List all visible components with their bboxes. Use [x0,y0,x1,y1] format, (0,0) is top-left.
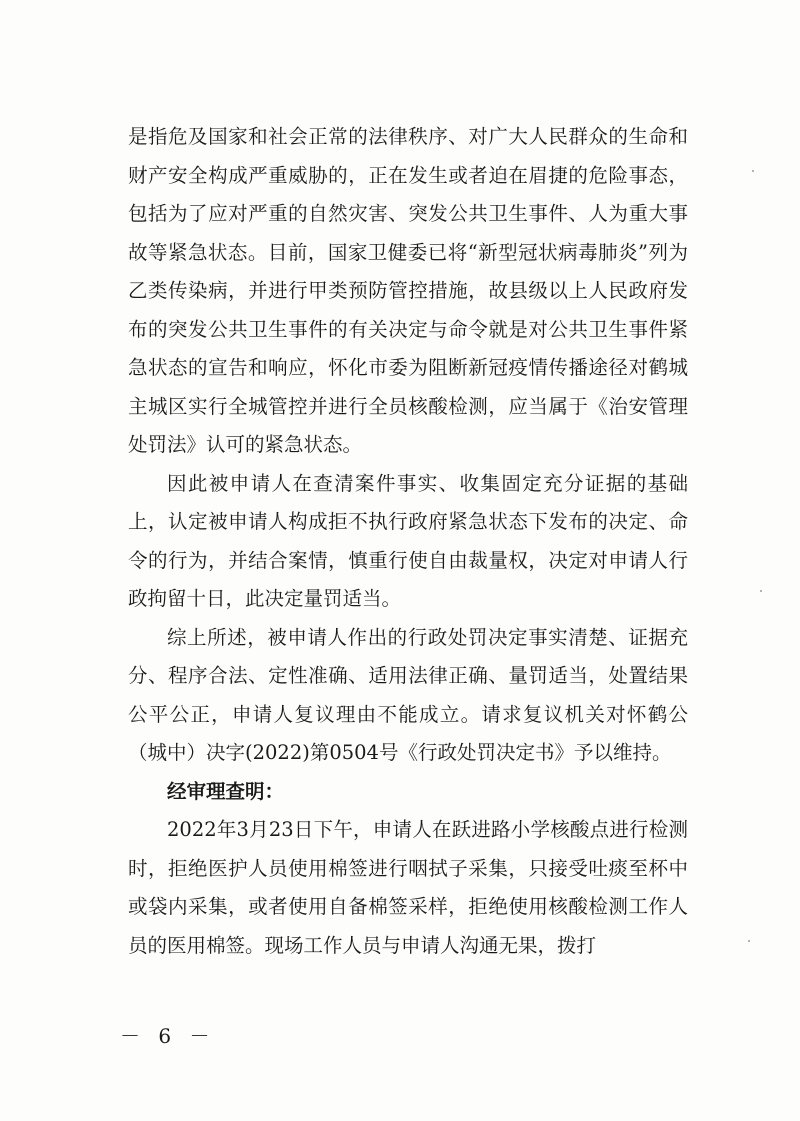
paragraph-findings: 2022年3月23日下午，申请人在跃进路小学核酸点进行检测时，拒绝医护人员使用棉签进行咽拭子采集，只接受吐痰至杯中或袋内采集，或者使用自备棉签采样，拒绝使用核酸检测工作人员的医用棉签。现场工作人员与申请人沟通无果，拨打 [128,818,688,957]
page-number: － 6 － [120,1024,216,1048]
scan-speck [760,590,762,592]
scan-speck [748,940,750,942]
paragraph-emergency-state: 是指危及国家和社会正常的法律秩序、对广大人民群众的生命和财产安全构成严重威胁的，正在发生或者迫在眉捷的危险事态，包括为了应对严重的自然灾害、突发公共卫生事件、人为重大事故等紧急状态。目前，国家卫健委已将“新型冠状病毒肺炎”列为乙类传染病，并进行甲类预防管控措施，故县级以上人民政府发布的突发公共卫生事件的有关决定与命令就是对公共卫生事件紧急状态的宣告和响应，怀化市委为阻断新冠疫情传播途径对鹤城主城区实行全城管控并进行全员核酸检测，应当属于《治安管理处罚法》认可的紧急状态。 [128,125,688,456]
scan-speck [752,170,754,172]
paragraph-conclusion: 综上所述，被申请人作出的行政处罚决定事实清楚、证据充分、程序合法、定性准确、适用法律正确、量罚适当，处置结果公平公正，申请人复议理由不能成立。请求复议机关对怀鹤公（城中）决字(2022)第0504号《行政处罚决定书》予以维持。 [128,625,688,764]
paragraph-penalty-decision: 因此被申请人在查清案件事实、收集固定充分证据的基础上，认定被申请人构成拒不执行政府紧急状态下发布的决定、命令的行为，并结合案情，慎重行使自由裁量权，决定对申请人行政拘留十日，此决定量罚适当。 [128,471,688,610]
section-heading-findings: 经审理查明： [167,779,285,803]
document-body [128,118,688,965]
